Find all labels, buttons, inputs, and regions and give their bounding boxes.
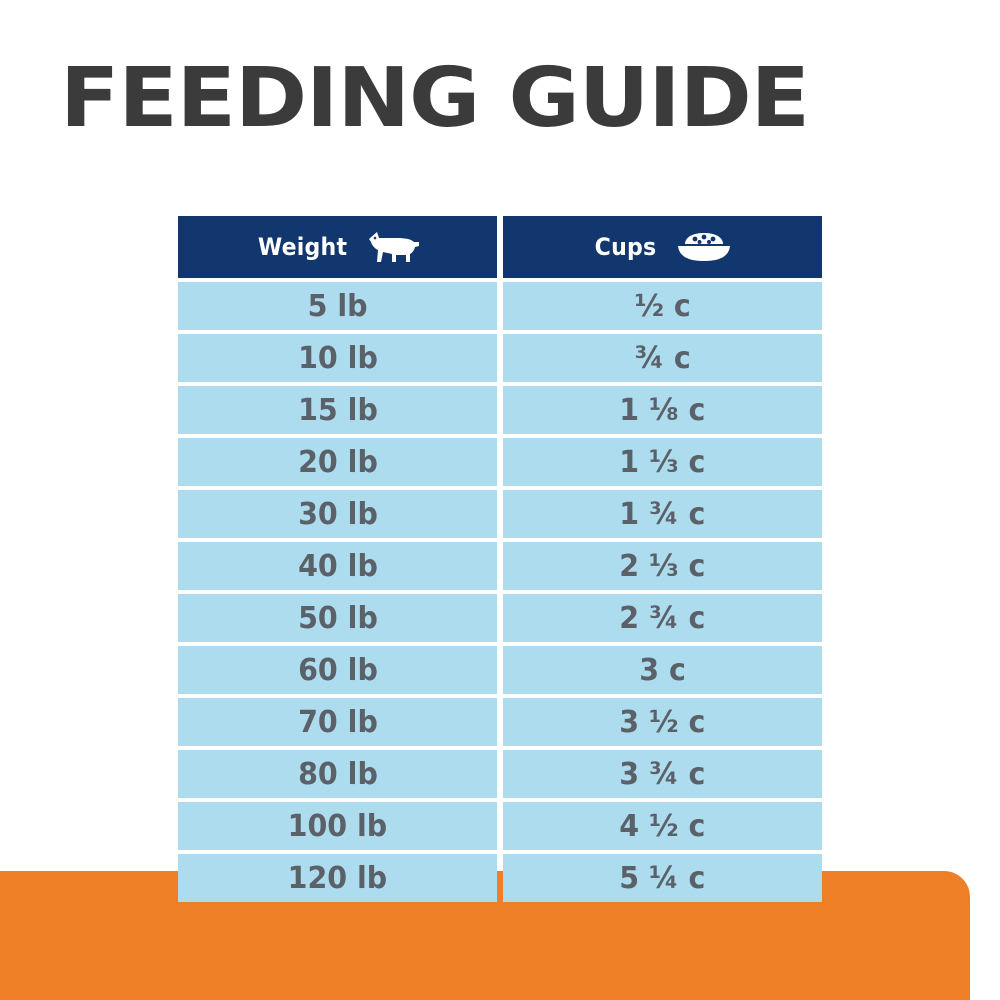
cell-cups (503, 854, 822, 902)
cell-cups-text: ½ c (634, 288, 691, 324)
cell-cups-text: 3 ¾ c (619, 756, 706, 792)
cell-cups-text: 3 c (639, 652, 686, 688)
cell-weight (178, 646, 497, 694)
table-header (178, 216, 822, 278)
cell-weight-text: 10 lb (297, 340, 378, 376)
cell-cups (503, 282, 822, 330)
cell-weight (178, 802, 497, 850)
cell-weight-text: 5 lb (307, 288, 368, 324)
cell-cups (503, 490, 822, 538)
cell-weight (178, 750, 497, 798)
cell-cups-text: 4 ½ c (619, 808, 706, 844)
table-row (178, 386, 822, 434)
table-row (178, 854, 822, 902)
table-row (178, 438, 822, 486)
cell-cups-text: 3 ½ c (619, 704, 706, 740)
cell-weight-text: 100 lb (287, 808, 388, 844)
cell-cups (503, 698, 822, 746)
table-row (178, 646, 822, 694)
feeding-guide-table-wrapper (172, 212, 828, 906)
cell-weight-text: 70 lb (297, 704, 378, 740)
food-bowl-icon (675, 230, 733, 264)
cell-cups-text: ¾ c (634, 340, 691, 376)
table-row (178, 542, 822, 590)
cell-cups (503, 542, 822, 590)
cell-cups-text: 2 ⅓ c (619, 548, 706, 584)
cell-cups-text: 1 ⅛ c (619, 392, 706, 428)
cell-weight-text: 120 lb (287, 860, 388, 896)
table-row (178, 594, 822, 642)
table-body (178, 282, 822, 902)
cell-weight (178, 594, 497, 642)
cell-weight-text: 30 lb (297, 496, 378, 532)
cell-cups-text: 2 ¾ c (619, 600, 706, 636)
column-header-weight (178, 216, 497, 278)
cell-weight-text: 15 lb (297, 392, 378, 428)
cell-cups (503, 802, 822, 850)
table-row (178, 334, 822, 382)
cell-weight (178, 854, 497, 902)
cell-weight (178, 438, 497, 486)
cell-cups (503, 334, 822, 382)
cell-cups-text: 1 ¾ c (619, 496, 706, 532)
cell-cups (503, 386, 822, 434)
cell-cups-text: 1 ⅓ c (619, 444, 706, 480)
table-row (178, 750, 822, 798)
cell-cups (503, 750, 822, 798)
cell-weight-text: 20 lb (297, 444, 378, 480)
cell-cups-text: 5 ¼ c (619, 860, 706, 896)
cell-cups (503, 438, 822, 486)
table-header-row (178, 216, 822, 278)
page-title: FEEDING GUIDE (60, 51, 809, 146)
cell-weight (178, 334, 497, 382)
cell-weight-text: 80 lb (297, 756, 378, 792)
column-header-cups-label: Cups (594, 233, 657, 261)
table-row (178, 490, 822, 538)
cell-weight (178, 490, 497, 538)
cell-weight (178, 698, 497, 746)
cell-cups (503, 594, 822, 642)
cell-weight-text: 50 lb (297, 600, 378, 636)
cell-weight (178, 542, 497, 590)
feeding-guide-table (172, 212, 828, 906)
cell-weight (178, 386, 497, 434)
column-header-cups (503, 216, 822, 278)
dog-icon (367, 230, 421, 264)
column-header-weight-label: Weight (257, 233, 348, 261)
cell-weight-text: 60 lb (297, 652, 378, 688)
cell-weight-text: 40 lb (297, 548, 378, 584)
cell-cups (503, 646, 822, 694)
table-row (178, 282, 822, 330)
table-row (178, 802, 822, 850)
table-row (178, 698, 822, 746)
cell-weight (178, 282, 497, 330)
